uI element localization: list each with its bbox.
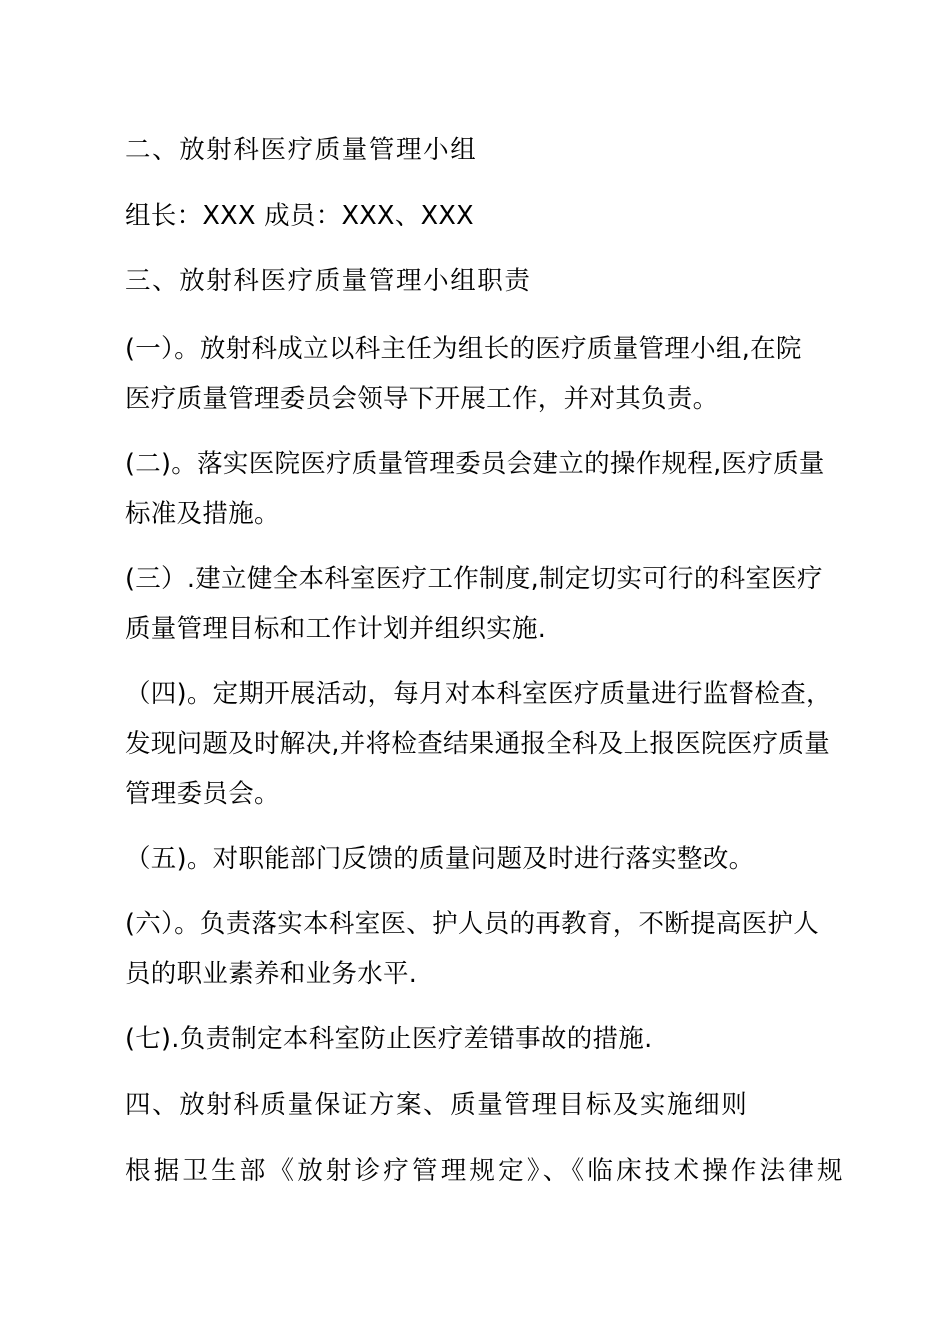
paragraph-3-line-2: 质量管理目标和工作计划并组织实施. bbox=[125, 614, 547, 644]
paragraph-4-line-3: 管理委员会。 bbox=[125, 779, 280, 809]
paragraph-7-line-1: (七).负责制定本科室防止医疗差错事故的措施. bbox=[125, 1024, 653, 1054]
paragraph-2-line-1: (二)。落实医院医疗质量管理委员会建立的操作规程,医疗质量 bbox=[125, 449, 825, 479]
paragraph-6-line-2: 员的职业素养和业务水平. bbox=[125, 959, 418, 989]
paragraph-8-line-1: 根据卫生部《放射诊疗管理规定》、《临床技术操作法律规 bbox=[125, 1156, 846, 1186]
paragraph-4-line-1: （四)。定期开展活动，每月对本科室医疗质量进行监督检查， bbox=[125, 679, 832, 709]
paragraph-5-line-1: （五)。对职能部门反馈的质量问题及时进行落实整改。 bbox=[125, 844, 755, 874]
paragraph-3-line-1: (三）.建立健全本科室医疗工作制度,制定切实可行的科室医疗 bbox=[125, 564, 823, 594]
paragraph-2-line-2: 标准及措施。 bbox=[125, 499, 280, 529]
paragraph-1-line-1: (一）。放射科成立以科主任为组长的医疗质量管理小组,在院 bbox=[125, 334, 802, 364]
team-members-line: 组长：XXX 成员：XXX、XXX bbox=[125, 201, 474, 231]
section-heading-3: 三、放射科医疗质量管理小组职责 bbox=[125, 266, 532, 296]
paragraph-4-line-2: 发现问题及时解决,并将检查结果通报全科及上报医院医疗质量 bbox=[125, 729, 831, 759]
paragraph-6-line-1: (六）。负责落实本科室医、护人员的再教育，不断提高医护人 bbox=[125, 909, 820, 939]
section-heading-4: 四、放射科质量保证方案、质量管理目标及实施细则 bbox=[125, 1090, 749, 1120]
paragraph-1-line-2: 医疗质量管理委员会领导下开展工作，并对其负责。 bbox=[125, 384, 719, 414]
section-heading-2: 二、放射科医疗质量管理小组 bbox=[125, 135, 478, 165]
